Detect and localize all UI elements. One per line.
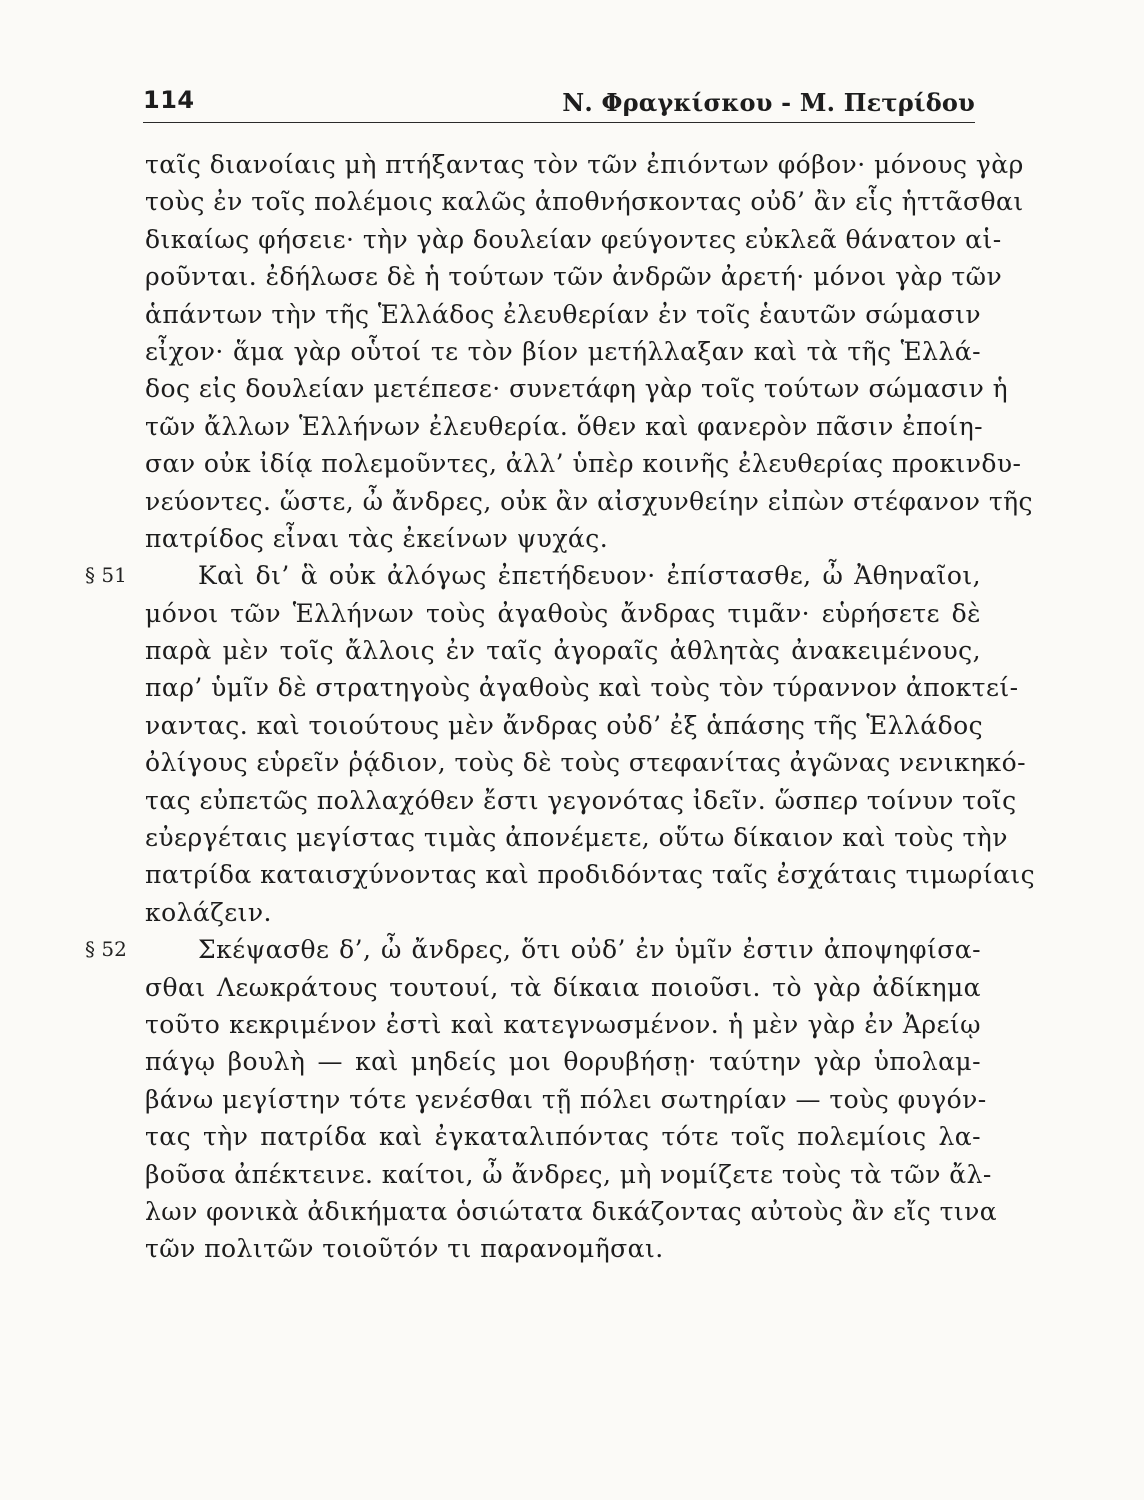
text-line: βοῦσα ἀπέκτεινε. καίτοι, ὦ ἄνδρες, μὴ νομίζετε τοὺς τὰ τῶν ἄλ-	[145, 1159, 992, 1189]
text-line: μόνοι τῶν Ἑλλήνων τοὺς ἀγαθοὺς ἄνδρας τιμᾶν· εὑρήσετε δὲ	[145, 598, 981, 628]
text-line: λων φονικὰ ἀδικήματα ὁσιώτατα δικάζοντας αὐτοὺς ἂν εἴς τινα	[145, 1196, 998, 1226]
text-line: νεύοντες. ὥστε, ὦ ἄνδρες, οὐκ ἂν αἰσχυνθείην εἰπὼν στέφανον τῆς	[145, 486, 1033, 516]
text-line: εὐεργέταις μεγίστας τιμὰς ἀπονέμετε, οὕτω δίκαιον καὶ τοὺς τὴν	[145, 823, 1008, 853]
section-first-line	[85, 557, 981, 594]
text-line: τῶν πολιτῶν τοιοῦτόν τι παρανομῆσαι.	[145, 1234, 664, 1264]
text-line: πατρίδος εἶναι τὰς ἐκείνων ψυχάς.	[145, 523, 609, 553]
text-line: δικαίως φήσειε· τὴν γὰρ δουλείαν φεύγοντες εὐκλεᾶ θάνατον αἱ-	[145, 224, 1002, 254]
text-line: πάγῳ βουλὴ — καὶ μηδείς μοι θορυβήσῃ· ταύτην γὰρ ὑπολαμ-	[145, 1047, 981, 1077]
text-line: παρ’ ὑμῖν δὲ στρατηγοὺς ἀγαθοὺς καὶ τοὺς τὸν τύραννον ἀποκτεί-	[145, 673, 1019, 703]
text-line: παρὰ μὲν τοῖς ἄλλοις ἐν ταῖς ἀγοραῖς ἀθλητὰς ἀνακειμένους,	[145, 636, 981, 666]
section-marker: § 52	[85, 937, 127, 962]
text-line: Σκέψασθε δ’, ὦ ἄνδρες, ὅτι οὐδ’ ἐν ὑμῖν ἐστιν ἀποψηφίσα-	[198, 935, 981, 965]
page-number: 114	[143, 86, 195, 114]
text-line: τοὺς ἐν τοῖς πολέμοις καλῶς ἀποθνήσκοντας οὐδ’ ἂν εἷς ἡττᾶσθαι	[145, 187, 1024, 217]
section-marker: § 51	[85, 563, 127, 588]
text-line: ροῦνται. ἐδήλωσε δὲ ἡ τούτων τῶν ἀνδρῶν ἀρετή· μόνοι γὰρ τῶν	[145, 262, 1003, 292]
text-line: τοῦτο κεκριμένον ἐστὶ καὶ κατεγνωσμένον. ἡ μὲν γὰρ ἐν Ἀρείῳ	[145, 1009, 981, 1039]
text-line: ἁπάντων τὴν τῆς Ἑλλάδος ἐλευθερίαν ἐν τοῖς ἑαυτῶν σώμασιν	[145, 299, 981, 329]
text-line: ναντας. καὶ τοιούτους μὲν ἄνδρας οὐδ’ ἐξ ἁπάσης τῆς Ἑλλάδος	[145, 710, 984, 740]
text-line: τας εὐπετῶς πολλαχόθεν ἔστι γεγονότας ἰδεῖν. ὥσπερ τοίνυν τοῖς	[145, 785, 1017, 815]
text-line: τῶν ἄλλων Ἑλλήνων ἐλευθερία. ὅθεν καὶ φανερὸν πᾶσιν ἐποίη-	[145, 411, 984, 441]
text-line: Καὶ δι’ ἃ οὐκ ἀλόγως ἐπετήδευον· ἐπίστασθε, ὦ Ἀθηναῖοι,	[198, 561, 981, 591]
text-line: δος εἰς δουλείαν μετέπεσε· συνετάφη γὰρ τοῖς τούτων σώμασιν ἡ	[145, 374, 1009, 404]
text-line: πατρίδα καταισχύνοντας καὶ προδιδόντας ταῖς ἐσχάταις τιμωρίαις	[145, 860, 1036, 890]
text-line: βάνω μεγίστην τότε γενέσθαι τῇ πόλει σωτηρίαν — τοὺς φυγόν-	[145, 1084, 987, 1114]
text-line: ταῖς διανοίαις μὴ πτήξαντας τὸν τῶν ἐπιόντων φόβον· μόνους γὰρ	[145, 150, 1024, 179]
body-text	[85, 146, 1036, 1268]
text-line: σθαι Λεωκράτους τουτουί, τὰ δίκαια ποιοῦσι. τὸ γὰρ ἀδίκημα	[145, 972, 981, 1002]
text-line: εἶχον· ἅμα γὰρ οὗτοί τε τὸν βίον μετήλλαξαν καὶ τὰ τῆς Ἑλλά-	[145, 336, 981, 366]
running-head: Ν. Φραγκίσκου - Μ. Πετρίδου	[562, 88, 975, 117]
text-line: κολάζειν.	[145, 897, 272, 927]
text-line: τας τὴν πατρίδα καὶ ἐγκαταλιπόντας τότε τοῖς πολεμίοις λα-	[145, 1122, 981, 1152]
text-line: ὀλίγους εὑρεῖν ῥᾴδιον, τοὺς δὲ τοὺς στεφανίτας ἀγῶνας νενικηκό-	[145, 748, 1026, 778]
section-first-line	[85, 931, 981, 968]
text-line: σαν οὐκ ἰδίᾳ πολεμοῦντες, ἀλλ’ ὑπὲρ κοινῆς ἐλευθερίας προκινδυ-	[145, 449, 1022, 479]
page-header	[143, 78, 975, 123]
